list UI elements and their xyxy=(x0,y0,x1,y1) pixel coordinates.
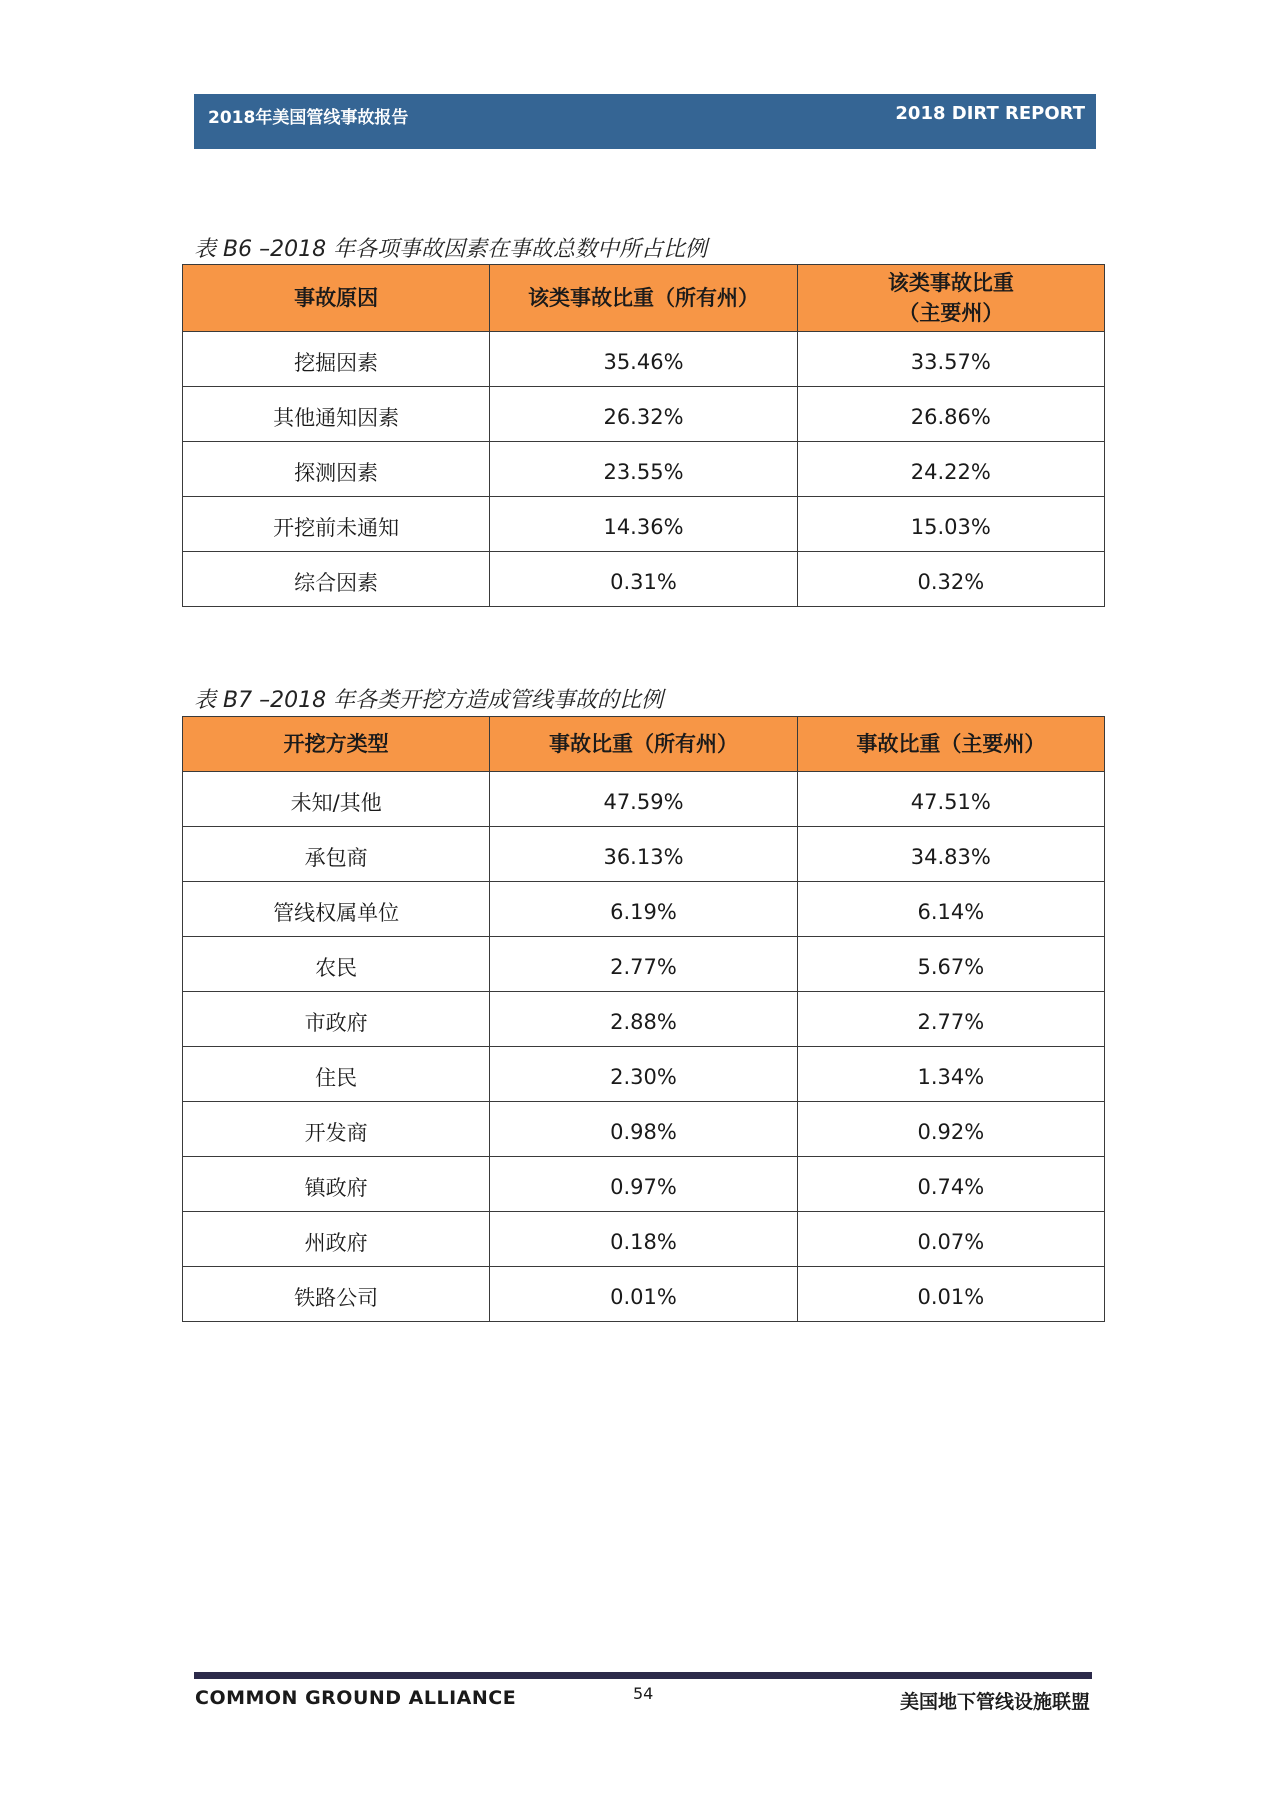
table-row xyxy=(183,387,1105,442)
table-row xyxy=(183,497,1105,552)
table-row xyxy=(183,1267,1105,1322)
report-header-bar xyxy=(194,94,1096,149)
major-states-value-cell: 0.07% xyxy=(797,1212,1104,1267)
all-states-value-cell: 0.31% xyxy=(490,552,797,607)
row-label-cell: 开发商 xyxy=(183,1102,490,1157)
table-b7-header-row xyxy=(183,717,1105,772)
major-states-value-cell: 15.03% xyxy=(797,497,1104,552)
all-states-value-cell: 0.98% xyxy=(490,1102,797,1157)
all-states-value-cell: 47.59% xyxy=(490,772,797,827)
report-title-en: 2018 DIRT REPORT xyxy=(895,103,1085,124)
row-label-cell: 综合因素 xyxy=(183,552,490,607)
table-b7-col-excavator-type xyxy=(183,717,490,772)
row-label-cell: 承包商 xyxy=(183,827,490,882)
report-title-cn: 2018年美国管线事故报告 xyxy=(208,108,409,128)
table-row xyxy=(183,552,1105,607)
table-b6 xyxy=(182,264,1105,607)
major-states-value-cell: 2.77% xyxy=(797,992,1104,1047)
all-states-value-cell: 35.46% xyxy=(490,332,797,387)
table-b6-col-major-states xyxy=(797,265,1104,332)
major-states-value-cell: 1.34% xyxy=(797,1047,1104,1102)
row-label-cell: 挖掘因素 xyxy=(183,332,490,387)
footer-divider xyxy=(194,1672,1092,1679)
page-number: 54 xyxy=(633,1684,654,1703)
all-states-value-cell: 0.97% xyxy=(490,1157,797,1212)
table-row xyxy=(183,882,1105,937)
header-line: 事故原因 xyxy=(294,286,379,310)
footer-org-cn: 美国地下管线设施联盟 xyxy=(899,1691,1090,1713)
table-b7-col-major-states xyxy=(797,717,1104,772)
all-states-value-cell: 14.36% xyxy=(490,497,797,552)
row-label-cell: 探测因素 xyxy=(183,442,490,497)
row-label-cell: 铁路公司 xyxy=(183,1267,490,1322)
row-label-cell: 开挖前未通知 xyxy=(183,497,490,552)
major-states-value-cell: 6.14% xyxy=(797,882,1104,937)
table-row xyxy=(183,1212,1105,1267)
row-label-cell: 其他通知因素 xyxy=(183,387,490,442)
row-label-cell: 管线权属单位 xyxy=(183,882,490,937)
header-line: （主要州） xyxy=(898,301,1004,325)
table-row xyxy=(183,937,1105,992)
major-states-value-cell: 0.32% xyxy=(797,552,1104,607)
row-label-cell: 市政府 xyxy=(183,992,490,1047)
major-states-value-cell: 47.51% xyxy=(797,772,1104,827)
all-states-value-cell: 0.01% xyxy=(490,1267,797,1322)
table-b6-header-row xyxy=(183,265,1105,332)
table-b7 xyxy=(182,716,1105,1322)
table-row xyxy=(183,1157,1105,1212)
table-b7-col-all-states xyxy=(490,717,797,772)
table-b7-caption: 表 B7 –2018 年各类开挖方造成管线事故的比例 xyxy=(194,688,664,713)
table-b6-col-cause xyxy=(183,265,490,332)
all-states-value-cell: 6.19% xyxy=(490,882,797,937)
header-line: 该类事故比重 xyxy=(887,271,1014,295)
table-row xyxy=(183,332,1105,387)
major-states-value-cell: 24.22% xyxy=(797,442,1104,497)
all-states-value-cell: 26.32% xyxy=(490,387,797,442)
major-states-value-cell: 33.57% xyxy=(797,332,1104,387)
table-row xyxy=(183,772,1105,827)
major-states-value-cell: 26.86% xyxy=(797,387,1104,442)
row-label-cell: 住民 xyxy=(183,1047,490,1102)
row-label-cell: 农民 xyxy=(183,937,490,992)
major-states-value-cell: 0.74% xyxy=(797,1157,1104,1212)
table-row xyxy=(183,442,1105,497)
all-states-value-cell: 2.77% xyxy=(490,937,797,992)
major-states-value-cell: 34.83% xyxy=(797,827,1104,882)
header-line: 该类事故比重（所有州） xyxy=(527,286,759,310)
major-states-value-cell: 0.92% xyxy=(797,1102,1104,1157)
table-b6-caption: 表 B6 –2018 年各项事故因素在事故总数中所占比例 xyxy=(194,237,708,262)
table-row xyxy=(183,1102,1105,1157)
major-states-value-cell: 0.01% xyxy=(797,1267,1104,1322)
table-b6-col-all-states xyxy=(490,265,797,332)
header-line: 事故比重（主要州） xyxy=(856,732,1046,756)
all-states-value-cell: 36.13% xyxy=(490,827,797,882)
footer-org-en: COMMON GROUND ALLIANCE xyxy=(195,1687,517,1709)
table-row xyxy=(183,1047,1105,1102)
table-row xyxy=(183,827,1105,882)
table-row xyxy=(183,992,1105,1047)
all-states-value-cell: 2.88% xyxy=(490,992,797,1047)
row-label-cell: 州政府 xyxy=(183,1212,490,1267)
all-states-value-cell: 0.18% xyxy=(490,1212,797,1267)
row-label-cell: 镇政府 xyxy=(183,1157,490,1212)
all-states-value-cell: 2.30% xyxy=(490,1047,797,1102)
all-states-value-cell: 23.55% xyxy=(490,442,797,497)
header-line: 开挖方类型 xyxy=(283,732,389,756)
header-line: 事故比重（所有州） xyxy=(548,732,738,756)
major-states-value-cell: 5.67% xyxy=(797,937,1104,992)
row-label-cell: 未知/其他 xyxy=(183,772,490,827)
